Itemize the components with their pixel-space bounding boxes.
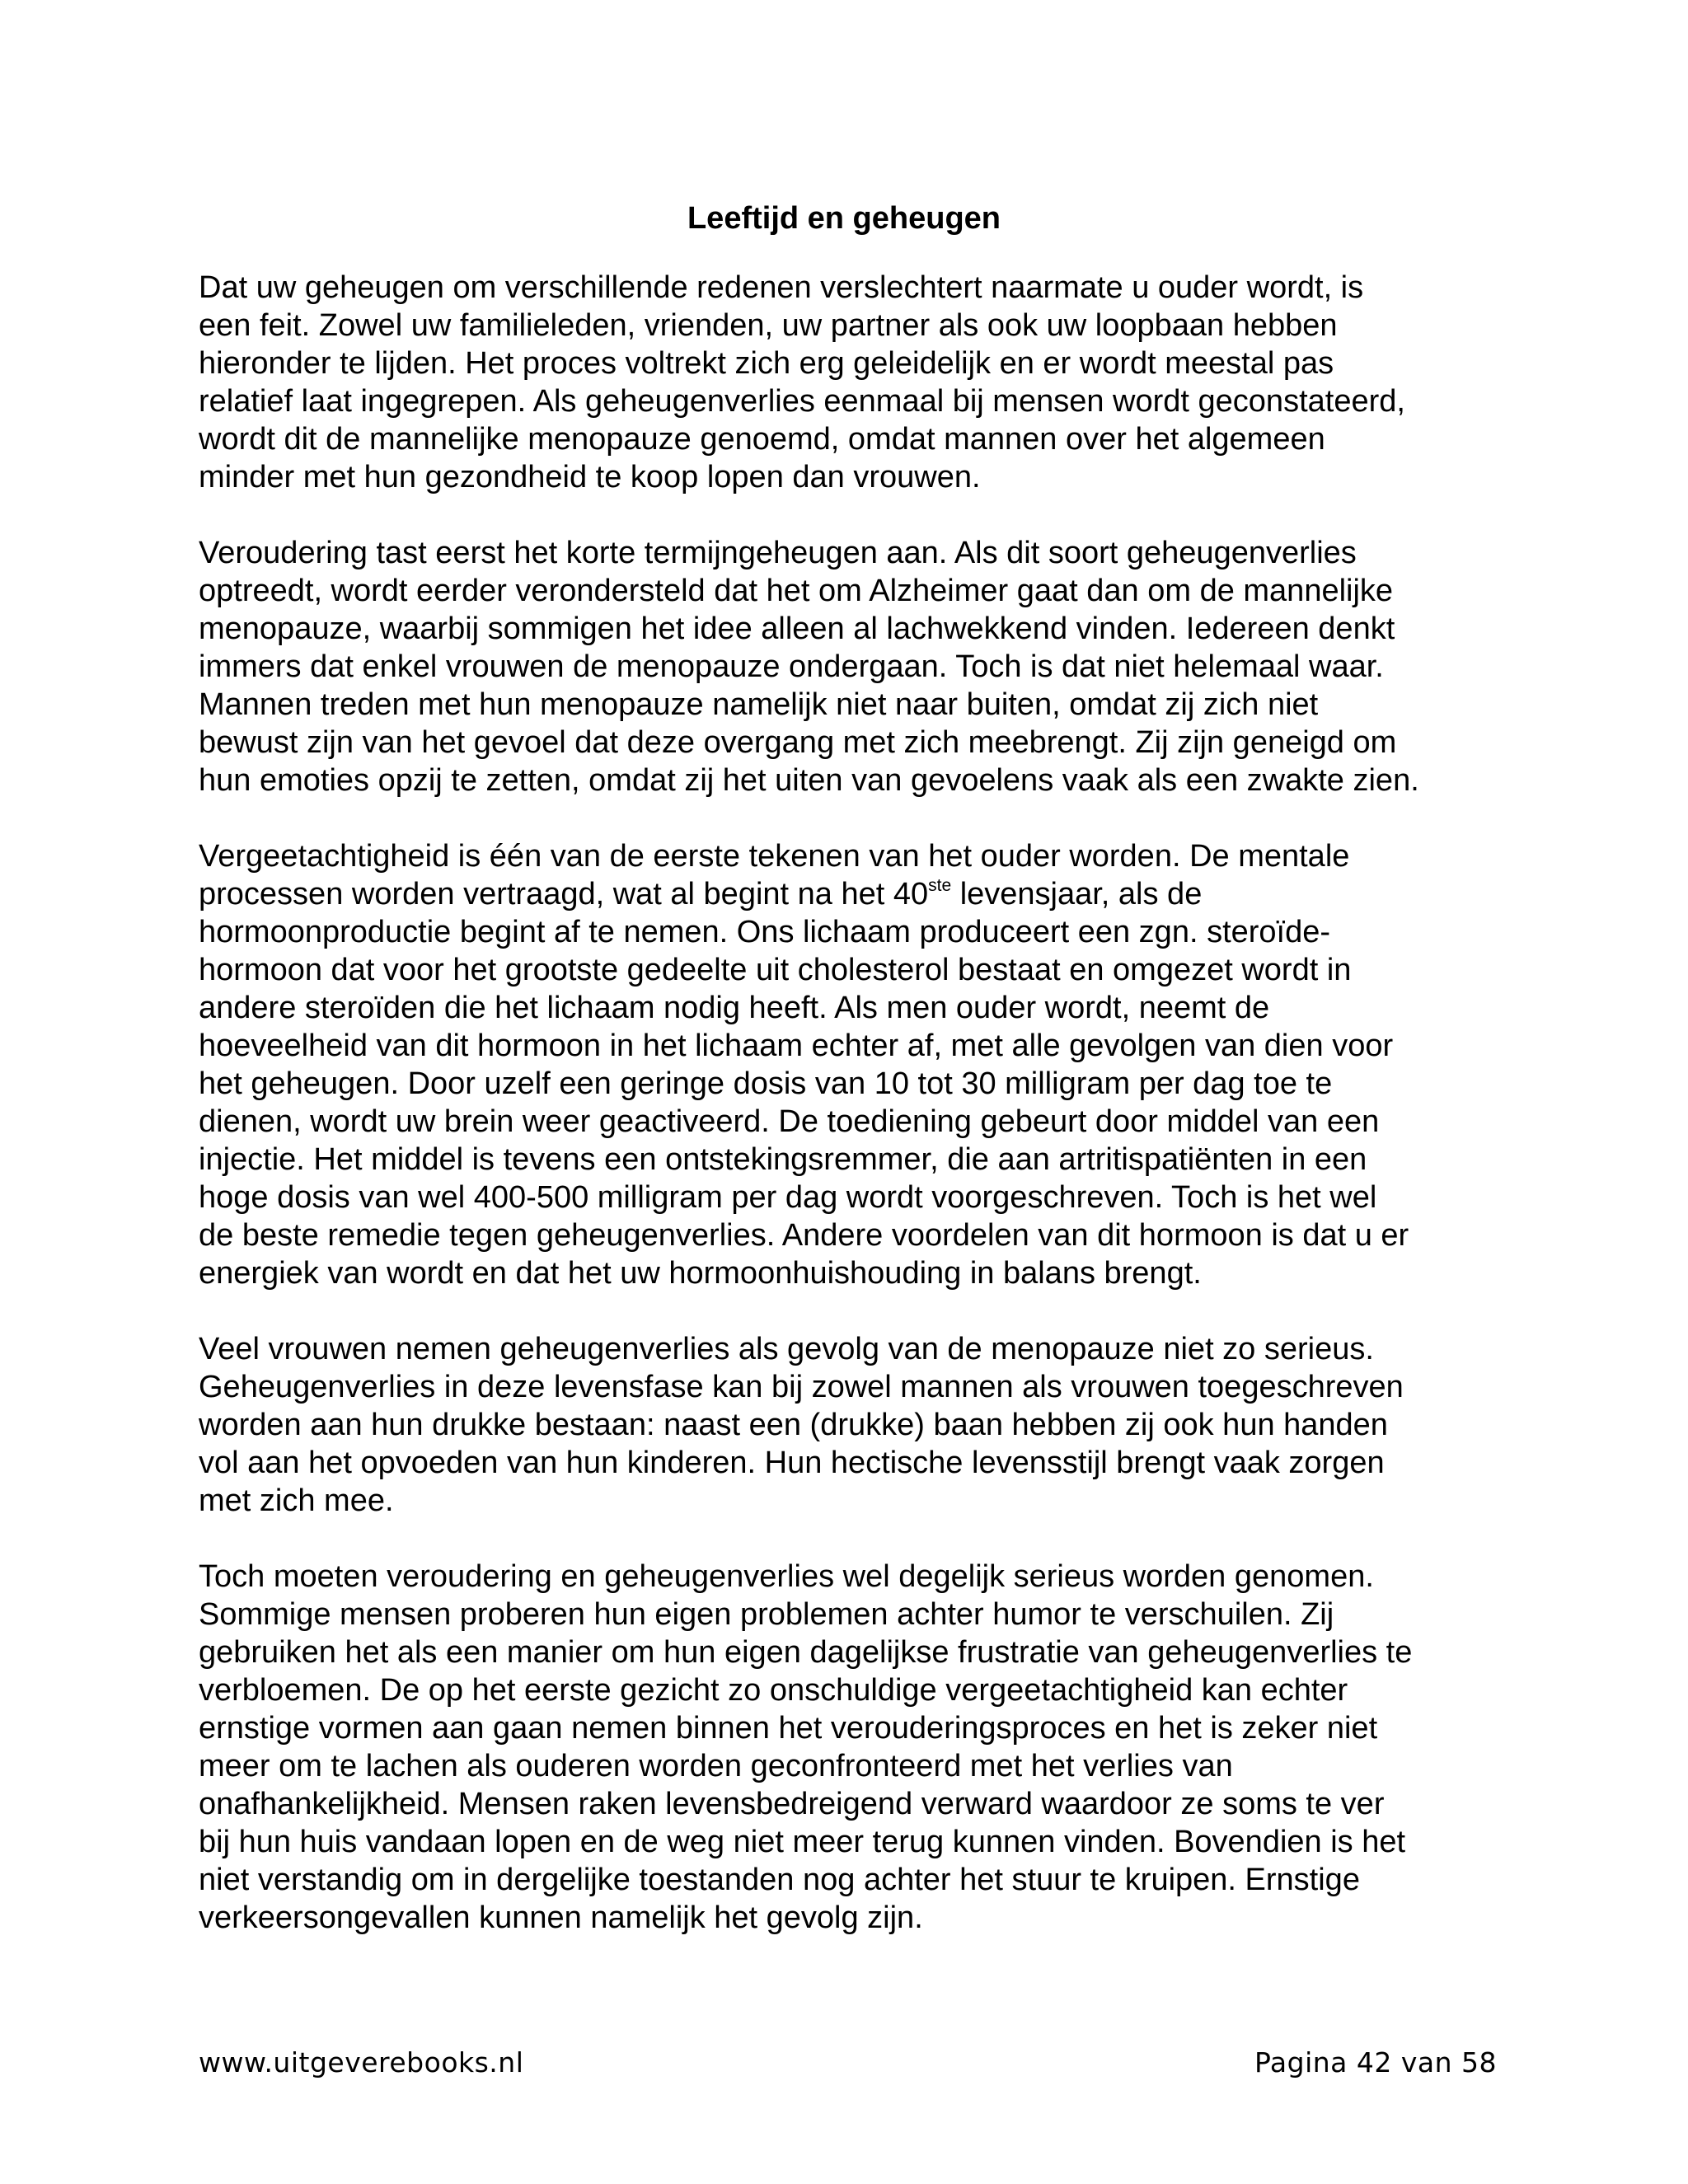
text-line: Vergeetachtigheid is één van de eerste tekenen van het ouder worden. De mentale xyxy=(199,839,1350,874)
text-line: ernstige vormen aan gaan nemen binnen het verouderingsproces en het is zeker niet xyxy=(199,1711,1378,1746)
text-line: andere steroïden die het lichaam nodig heeft. Als men ouder wordt, neemt de xyxy=(199,991,1270,1025)
text-line: hormoon dat voor het grootste gedeelte uit cholesterol bestaat en omgezet wordt in xyxy=(199,953,1352,987)
text-line: de beste remedie tegen geheugenverlies. Andere voordelen van dit hormoon is dat u er xyxy=(199,1218,1409,1253)
text-line xyxy=(199,875,1497,913)
text-line: meer om te lachen als ouderen worden geconfronteerd met het verlies van xyxy=(199,1749,1233,1783)
text-line: onafhankelijkheid. Mensen raken levensbedreigend verward waardoor ze soms te ver xyxy=(199,1787,1385,1821)
text-line: hieronder te lijden. Het proces voltrekt zich erg geleidelijk en er wordt meestal pas xyxy=(199,346,1334,381)
text-line: een feit. Zowel uw familieleden, vrienden, uw partner als ook uw loopbaan hebben xyxy=(199,308,1338,343)
text-line: gebruiken het als een manier om hun eigen dagelijkse frustratie van geheugenverlies te xyxy=(199,1635,1413,1670)
page-footer xyxy=(199,2044,1497,2082)
text-line: bij hun huis vandaan lopen en de weg niet meer terug kunnen vinden. Bovendien is het xyxy=(199,1825,1406,1859)
text-line: het geheugen. Door uzelf een geringe dosis van 10 tot 30 milligram per dag toe te xyxy=(199,1066,1333,1101)
text-line: Veel vrouwen nemen geheugenverlies als gevolg van de menopauze niet zo serieus. xyxy=(199,1332,1374,1366)
text-line: Sommige mensen proberen hun eigen problemen achter humor te verschuilen. Zij xyxy=(199,1597,1334,1632)
text-line: niet verstandig om in dergelijke toestanden nog achter het stuur te kruipen. Ernstige xyxy=(199,1863,1360,1897)
text-segment: processen worden vertraagd, wat al begint na het 40 xyxy=(199,877,929,912)
document-body xyxy=(199,269,1497,1975)
text-line: optreedt, wordt eerder verondersteld dat het om Alzheimer gaat dan om de mannelijke xyxy=(199,574,1394,608)
text-line: vol aan het opvoeden van hun kinderen. Hun hectische levensstijl brengt vaak zorgen xyxy=(199,1446,1385,1480)
text-line: energiek van wordt en dat het uw hormoonhuishouding in balans brengt. xyxy=(199,1256,1202,1291)
text-line: relatief laat ingegrepen. Als geheugenverlies eenmaal bij mensen wordt geconstateerd, xyxy=(199,384,1405,419)
text-line: menopauze, waarbij sommigen het idee alleen al lachwekkend vinden. Iedereen denkt xyxy=(199,612,1395,646)
text-line: Geheugenverlies in deze levensfase kan bij zowel mannen als vrouwen toegeschreven xyxy=(199,1370,1404,1404)
page-number: Pagina 42 van 58 xyxy=(1254,2046,1497,2079)
text-line: injectie. Het middel is tevens een ontstekingsremmer, die aan artritispatiënten in een xyxy=(199,1142,1367,1177)
text-line: Dat uw geheugen om verschillende redenen verslechtert naarmate u ouder wordt, is xyxy=(199,270,1364,305)
text-line: worden aan hun drukke bestaan: naast een (drukke) baan hebben zij ook hun handen xyxy=(199,1408,1388,1442)
text-line: hoeveelheid van dit hormoon in het lichaam echter af, met alle gevolgen van dien voor xyxy=(199,1029,1394,1063)
text-line: wordt dit de mannelijke menopauze genoemd, omdat mannen over het algemeen xyxy=(199,422,1325,457)
paragraph xyxy=(199,837,1497,1292)
text-line: immers dat enkel vrouwen de menopauze ondergaan. Toch is dat niet helemaal waar. xyxy=(199,649,1384,684)
text-line: hoge dosis van wel 400-500 milligram per dag wordt voorgeschreven. Toch is het wel xyxy=(199,1180,1377,1215)
text-segment: levensjaar, als de xyxy=(951,877,1203,912)
superscript: ste xyxy=(928,876,952,896)
text-line: dienen, wordt uw brein weer geactiveerd. De toediening gebeurt door middel van een xyxy=(199,1104,1380,1139)
paragraph xyxy=(199,1330,1497,1520)
text-line: bewust zijn van het gevoel dat deze overgang met zich meebrengt. Zij zijn geneigd om xyxy=(199,725,1397,760)
text-line: hun emoties opzij te zetten, omdat zij het uiten van gevoelens vaak als een zwakte zien. xyxy=(199,763,1419,798)
paragraph xyxy=(199,1558,1497,1937)
text-line: minder met hun gezondheid te koop lopen dan vrouwen. xyxy=(199,460,981,494)
paragraph xyxy=(199,269,1497,496)
footer-website-link[interactable]: www.uitgeverebooks.nl xyxy=(199,2046,524,2079)
text-line: Toch moeten veroudering en geheugenverlies wel degelijk serieus worden genomen. xyxy=(199,1559,1374,1594)
paragraph xyxy=(199,534,1497,799)
page-title: Leeftijd en geheugen xyxy=(687,201,1001,236)
text-line: verbloemen. De op het eerste gezicht zo onschuldige vergeetachtigheid kan echter xyxy=(199,1673,1348,1708)
text-line: Veroudering tast eerst het korte termijngeheugen aan. Als dit soort geheugenverlies xyxy=(199,536,1357,570)
text-line: Mannen treden met hun menopauze namelijk niet naar buiten, omdat zij zich niet xyxy=(199,687,1319,722)
text-line: verkeersongevallen kunnen namelijk het gevolg zijn. xyxy=(199,1900,923,1935)
text-line: met zich mee. xyxy=(199,1483,394,1518)
text-line: hormoonproductie begint af te nemen. Ons lichaam produceert een zgn. steroïde- xyxy=(199,915,1331,949)
